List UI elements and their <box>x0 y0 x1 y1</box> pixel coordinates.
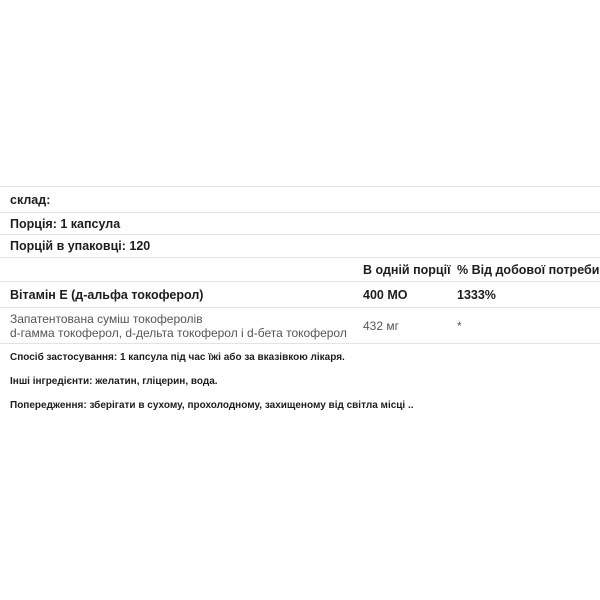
usage-note: Спосіб застосування: 1 капсула під час їжі або за вказівкою лікаря. <box>10 352 345 363</box>
servings-per-container-label: Порцій в упаковці: 120 <box>10 239 151 253</box>
supplement-facts-table <box>0 186 600 344</box>
column-header-daily-value: % Від добової потреби <box>457 262 600 277</box>
column-header-amount: В одній порції <box>363 262 451 277</box>
ingredient-daily-value: 1333% <box>457 287 496 302</box>
table-header-row <box>0 258 600 282</box>
composition-label: склад: <box>10 192 51 207</box>
ingredient-name-line2: d-гамма токоферол, d-дельта токоферол і d-бета токоферол <box>10 325 347 340</box>
other-ingredients-note: Інші інгредієнти: желатин, гліцерин, вода. <box>10 376 218 387</box>
ingredient-daily-value: * <box>457 318 462 333</box>
servings-per-container-row <box>0 235 600 258</box>
serving-size-label: Порція: 1 капсула <box>10 216 121 231</box>
ingredient-name <box>10 312 363 340</box>
serving-size-row <box>0 213 600 235</box>
ingredient-name-line1: Запатентована суміш токоферолів <box>10 311 203 326</box>
ingredient-row-vitamin-e <box>0 282 600 308</box>
notes-section <box>10 352 590 424</box>
composition-row <box>0 187 600 213</box>
warning-note: Попередження: зберігати в сухому, прохолодному, захищеному від світла місці .. <box>10 400 414 411</box>
ingredient-name: Вітамін E (д-альфа токоферол) <box>10 287 204 302</box>
ingredient-amount: 400 МО <box>363 287 408 302</box>
ingredient-amount: 432 мг <box>363 318 399 333</box>
ingredient-row-tocopherol-mix <box>0 308 600 344</box>
